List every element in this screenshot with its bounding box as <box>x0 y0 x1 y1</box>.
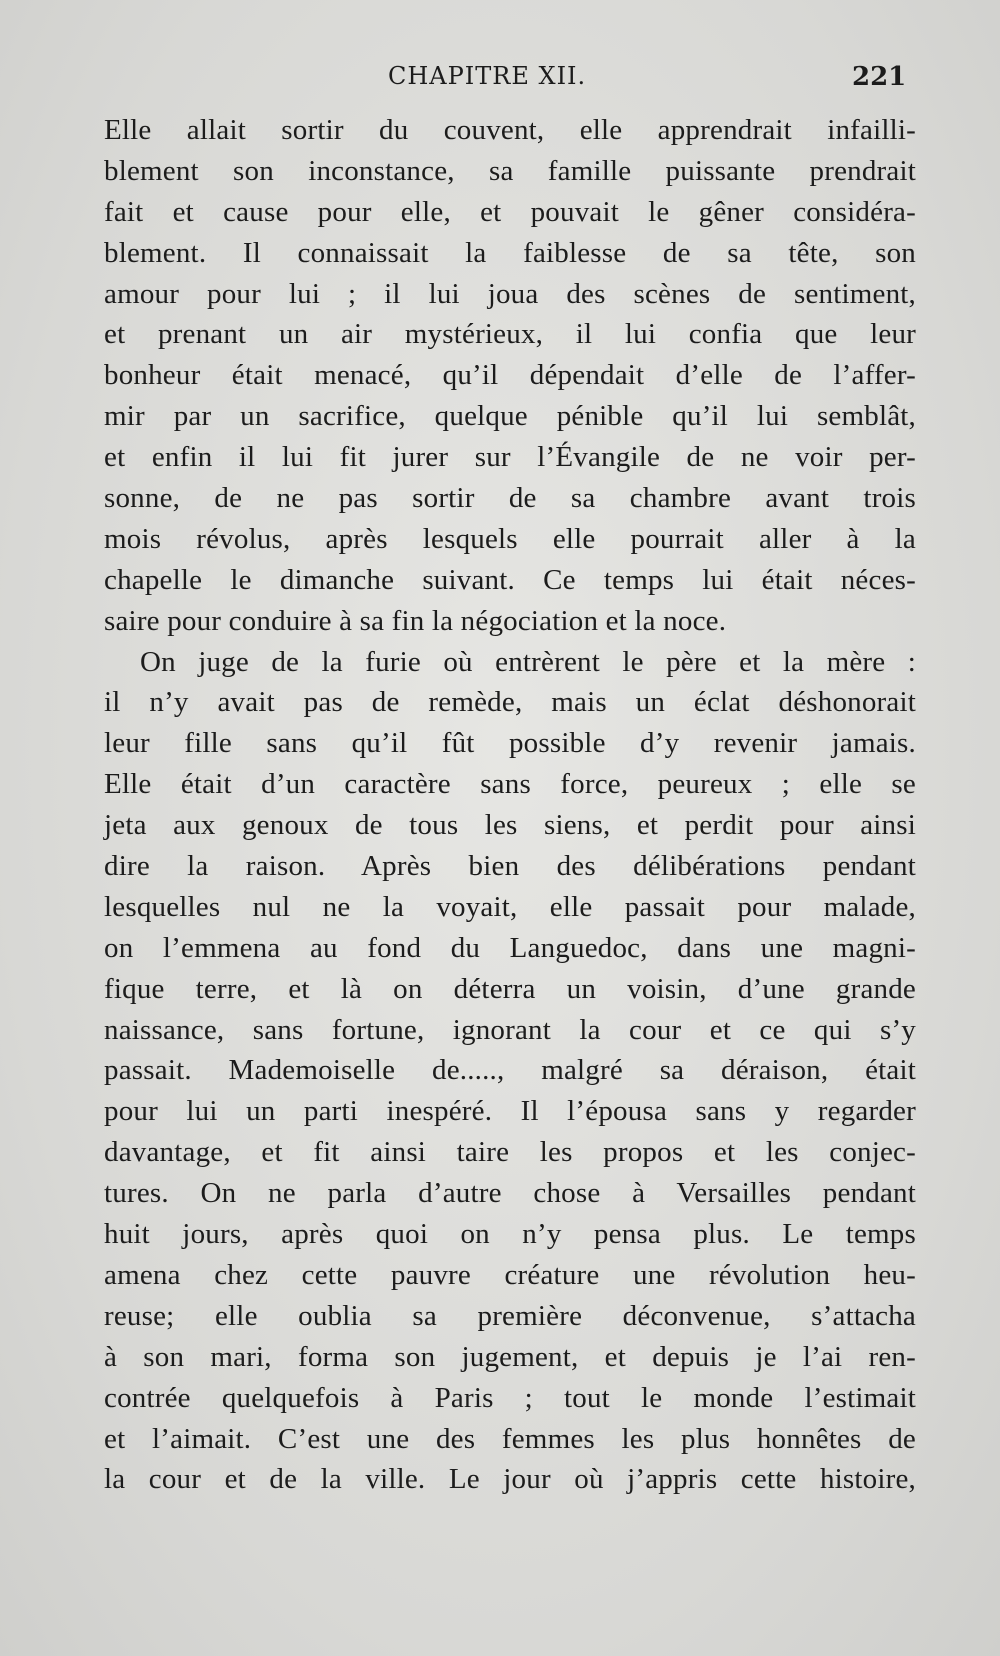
text-line: dire la raison. Après bien des délibérations pendant <box>104 850 916 883</box>
text-line: reuse; elle oublia sa première déconvenue, s’attacha <box>104 1299 916 1332</box>
text-line: il n’y avait pas de remède, mais un éclat déshonorait <box>104 686 916 719</box>
text-line: amena chez cette pauvre créature une révolution heu- <box>104 1258 916 1291</box>
text-line: contrée quelquefois à Paris ; tout le monde l’estimait <box>104 1381 916 1414</box>
text-line: Elle était d’un caractère sans force, peureux ; elle se <box>104 768 916 801</box>
text-line: on l’emmena au fond du Languedoc, dans une magni- <box>104 931 916 964</box>
text-line: leur fille sans qu’il fût possible d’y revenir jamais. <box>104 727 916 760</box>
text-line: et prenant un air mystérieux, il lui confia que leur <box>104 318 916 351</box>
text-line: la cour et de la ville. Le jour où j’appris cette histoire, <box>104 1463 916 1496</box>
text-line: amour pour lui ; il lui joua des scènes de sentiment, <box>104 277 916 310</box>
text-line: et enfin il lui fit jurer sur l’Évangile de ne voir per- <box>104 441 916 474</box>
chapter-title: CHAPITRE XII. <box>388 62 587 90</box>
text-line: et l’aimait. C’est une des femmes les plus honnêtes de <box>104 1422 916 1455</box>
text-line: lesquelles nul ne la voyait, elle passait pour malade, <box>104 890 916 923</box>
text-line: fait et cause pour elle, et pouvait le gêner considéra- <box>104 195 916 228</box>
text-line: davantage, et fit ainsi taire les propos et les conjec- <box>104 1136 916 1169</box>
text-line: Elle allait sortir du couvent, elle apprendrait infailli- <box>104 114 916 146</box>
text-line: pour lui un parti inespéré. Il l’épousa sans y regarder <box>104 1095 916 1128</box>
text-line: tures. On ne parla d’autre chose à Versailles pendant <box>104 1177 916 1210</box>
text-line: fique terre, et là on déterra un voisin, d’une grande <box>104 972 916 1005</box>
text-line: sonne, de ne pas sortir de sa chambre avant trois <box>104 482 916 515</box>
text-line: passait. Mademoiselle de....., malgré sa déraison, était <box>104 1054 916 1087</box>
text-line: jeta aux genoux de tous les siens, et perdit pour ainsi <box>104 809 916 842</box>
body-text <box>104 110 916 1500</box>
text-line: huit jours, après quoi on n’y pensa plus. Le temps <box>104 1218 916 1251</box>
text-line: saire pour conduire à sa fin la négociation et la noce. <box>104 604 727 637</box>
text-line: naissance, sans fortune, ignorant la cour et ce qui s’y <box>104 1013 916 1046</box>
text-line-paragraph-start: On juge de la furie où entrèrent le père et la mère : <box>140 645 916 678</box>
text-line: à son mari, forma son jugement, et depuis je l’ai ren- <box>104 1340 916 1373</box>
running-head <box>0 62 1000 102</box>
page-number: 221 <box>852 62 907 92</box>
text-line: mois révolus, après lesquels elle pourrait aller à la <box>104 522 916 555</box>
text-line: mir par un sacrifice, quelque pénible qu’il lui semblât, <box>104 400 916 433</box>
text-line: blement son inconstance, sa famille puissante prendrait <box>104 154 916 187</box>
text-line: chapelle le dimanche suivant. Ce temps lui était néces- <box>104 563 916 596</box>
text-line: blement. Il connaissait la faiblesse de sa tête, son <box>104 236 916 269</box>
text-line: bonheur était menacé, qu’il dépendait d’elle de l’affer- <box>104 359 916 392</box>
